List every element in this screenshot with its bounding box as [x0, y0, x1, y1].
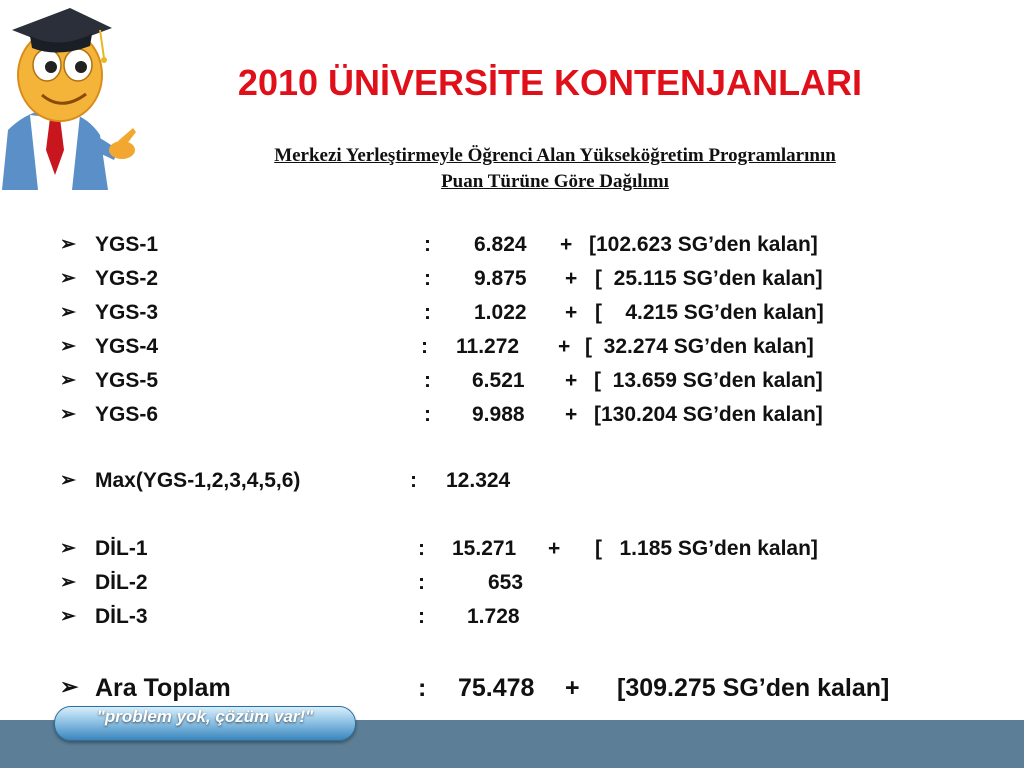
row-value: 15.271	[452, 537, 517, 560]
row-value: 6.824	[474, 233, 527, 256]
row-colon: :	[424, 369, 431, 392]
row-value: 75.478	[458, 674, 535, 702]
row-bracket: [ 4.215 SG’den kalan]	[595, 301, 824, 324]
row-bracket: [130.204 SG’den kalan]	[594, 403, 823, 426]
row-label: Max(YGS-1,2,3,4,5,6)	[95, 469, 301, 492]
row-plus: +	[560, 233, 573, 256]
row-colon: :	[424, 403, 431, 426]
row-label: DİL-1	[95, 537, 148, 560]
subtitle-line-2: Puan Türüne Göre Dağılımı	[441, 171, 669, 192]
page-title: 2010 ÜNİVERSİTE KONTENJANLARI	[237, 62, 863, 103]
row-colon: :	[418, 674, 427, 702]
row-colon: :	[418, 571, 425, 594]
arrow-bullet-icon: ➢	[60, 404, 76, 425]
row-label: DİL-3	[95, 605, 148, 628]
slogan-badge: "problem yok, çözüm var!"	[54, 706, 356, 741]
row-label: YGS-2	[95, 267, 159, 290]
row-bracket: [309.275 SG’den kalan]	[617, 674, 890, 702]
row-colon: :	[424, 233, 431, 256]
arrow-bullet-icon: ➢	[60, 470, 76, 491]
row-plus: +	[565, 301, 578, 324]
arrow-bullet-icon: ➢	[60, 606, 76, 627]
arrow-bullet-icon: ➢	[60, 674, 79, 699]
row-label: YGS-6	[95, 403, 159, 426]
arrow-bullet-icon: ➢	[60, 234, 76, 255]
row-plus: +	[548, 537, 561, 560]
row-label: YGS-5	[95, 369, 159, 392]
row-bracket: [102.623 SG’den kalan]	[589, 233, 818, 256]
arrow-bullet-icon: ➢	[60, 268, 76, 289]
row-plus: +	[565, 674, 580, 702]
row-colon: :	[424, 267, 431, 290]
row-label: YGS-3	[95, 301, 159, 324]
arrow-bullet-icon: ➢	[60, 370, 76, 391]
row-colon: :	[418, 605, 425, 628]
row-value: 11.272	[456, 335, 520, 358]
arrow-bullet-icon: ➢	[60, 572, 76, 593]
row-plus: +	[558, 335, 571, 358]
row-colon: :	[410, 469, 417, 492]
page-subtitle	[160, 143, 950, 195]
arrow-bullet-icon: ➢	[60, 336, 76, 357]
row-label: YGS-1	[95, 233, 159, 256]
row-value: 12.324	[446, 469, 511, 492]
row-label: YGS-4	[95, 335, 159, 358]
row-value: 653	[488, 571, 524, 594]
row-label: DİL-2	[95, 571, 148, 594]
row-value: 6.521	[472, 369, 525, 392]
row-colon: :	[418, 537, 425, 560]
row-bracket: [ 25.115 SG’den kalan]	[595, 267, 823, 290]
row-plus: +	[565, 267, 578, 290]
row-plus: +	[565, 403, 578, 426]
row-bracket: [ 32.274 SG’den kalan]	[585, 335, 814, 358]
row-value: 9.875	[474, 267, 527, 290]
row-bracket: [ 1.185 SG’den kalan]	[595, 537, 818, 560]
row-colon: :	[421, 335, 428, 358]
row-bracket: [ 13.659 SG’den kalan]	[594, 369, 823, 392]
row-plus: +	[565, 369, 578, 392]
row-value: 1.728	[467, 605, 520, 628]
arrow-bullet-icon: ➢	[60, 538, 76, 559]
row-value: 9.988	[472, 403, 525, 426]
subtitle-line-1: Merkezi Yerleştirmeyle Öğrenci Alan Yükseköğretim Programlarının	[274, 145, 836, 166]
row-colon: :	[424, 301, 431, 324]
row-value: 1.022	[474, 301, 527, 324]
arrow-bullet-icon: ➢	[60, 302, 76, 323]
row-label: Ara Toplam	[95, 674, 231, 702]
